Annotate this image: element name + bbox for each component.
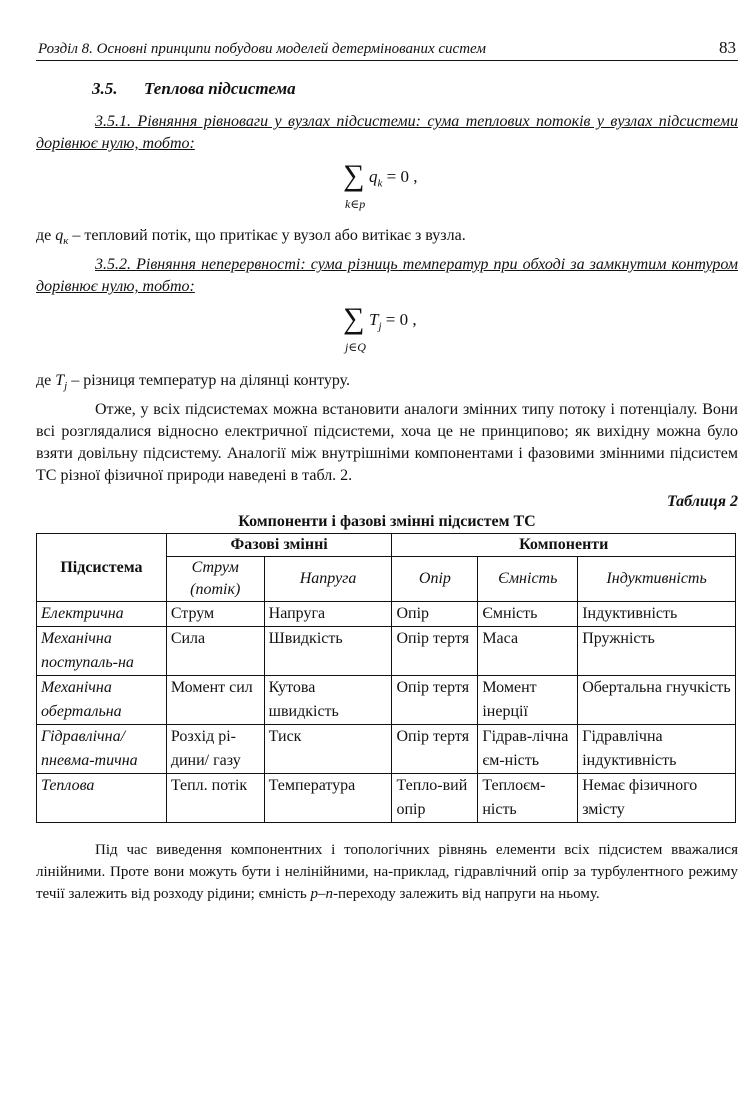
table-row (37, 676, 736, 725)
running-header (36, 28, 738, 61)
table-cell: Напруга (264, 602, 392, 627)
table-cell: Сила (166, 627, 264, 676)
table-cell: Теплова (37, 774, 167, 823)
where-temperature-diff: де $T_j$ – різниця температур на ділянці контуру. (36, 372, 351, 393)
table-cell: Механічна поступаль-на (37, 627, 167, 676)
table-cell: Опір (392, 602, 478, 627)
formula-continuity (36, 298, 738, 364)
header-inductance: Індуктивність (578, 557, 736, 602)
header-capacitance: Ємність (478, 557, 578, 602)
formula-body: $q_k = 0$ , (369, 167, 418, 190)
table-label: Таблиця 2 (666, 493, 738, 511)
table-cell: Немає фізичного змісту (578, 774, 736, 823)
table-cell: Момент сил (166, 676, 264, 725)
table-cell: Тепло-вий опір (392, 774, 478, 823)
section-number: 3.5. (92, 79, 118, 98)
table-cell: Температура (264, 774, 392, 823)
table-cell: Опір тертя (392, 676, 478, 725)
table-cell: Маса (478, 627, 578, 676)
header-resistance: Опір (392, 557, 478, 602)
table-cell: Ємність (478, 602, 578, 627)
formula-subscript: j∈Q (345, 340, 366, 355)
components-table (36, 533, 736, 823)
table-cell: Механічна обертальна (37, 676, 167, 725)
table-row (37, 627, 736, 676)
sigma-symbol: ∑ (343, 302, 365, 336)
page-number: 83 (719, 38, 736, 57)
table-cell: Кутова швидкість (264, 676, 392, 725)
table-cell: Швидкість (264, 627, 392, 676)
sigma-symbol: ∑ (343, 159, 365, 192)
running-title: Розділ 8. Основні принципи побудови моделей детермінованих систем (38, 41, 486, 57)
table-cell: Електрична (37, 602, 167, 627)
section-heading (92, 79, 738, 99)
paragraph-analogs: Отже, у всіх підсистемах можна встановити аналоги змінних типу потоку і потенціалу. Вони всі розглядалися відносно електричної підсистеми, хоча це не принципово; як вихідну можна було взяти довільну підсистему. Аналогії між внутрішніми компонентами і фазовими змінними підсистем ТС різної фізичної природи наведені в табл. 2. (36, 401, 738, 485)
formula-subscript: k∈p (345, 197, 366, 211)
table-cell: Обертальна гнучкість (578, 676, 736, 725)
table-cell: Опір тертя (392, 627, 478, 676)
formula-heat-balance (36, 155, 738, 221)
paragraph-3-5-1: 3.5.1. Рівняння рівноваги у вузлах підсистеми: сума теплових потоків у вузлах підсистеми дорівнює нулю, тобто: (36, 113, 738, 152)
paragraph-3-5-2: 3.5.2. Рівняння неперервності: сума різниць температур при обході за замкнутим контуром дорівнює нулю, тобто: (36, 256, 738, 296)
table-cell: Теплоєм-ність (478, 774, 578, 823)
table-cell: Струм (166, 602, 264, 627)
header-current: Струм (потік) (166, 557, 264, 602)
table-cell: Гідравлічна/ пневма-тична (37, 725, 167, 774)
page (36, 28, 738, 905)
formula-body: $T_j = 0$ , (369, 310, 417, 333)
header-phase-variables: Фазові змінні (166, 534, 392, 557)
table-row (37, 725, 736, 774)
table-cell: Гідравлічна індуктивність (578, 725, 736, 774)
table-cell: Розхід рі-дини/ газу (166, 725, 264, 774)
header-voltage: Напруга (264, 557, 392, 602)
table-cell: Опір тертя (392, 725, 478, 774)
table-cell: Момент інерції (478, 676, 578, 725)
table-cell: Тепл. потік (166, 774, 264, 823)
paragraph-nonlinear: Під час виведення компонентних і топологічних рівнянь елементи всіх підсистем вважалися лінійними. Проте вони можуть бути і нелінійними, на-приклад, гідравлічний опір за турбулентного режиму течії залежить від розходу рідини; ємність p–n-переходу залежить від напруги на ньому. (36, 842, 738, 903)
where-heat-flow: де $q_к$ – тепловий потік, що притікає у вузол або витікає з вузла. (36, 227, 466, 248)
table-cell: Тиск (264, 725, 392, 774)
table-title: Компоненти і фазові змінні підсистем ТС (238, 513, 536, 531)
section-title: Теплова підсистема (144, 79, 296, 98)
header-subsystem: Підсистема (37, 534, 167, 602)
table-cell: Пружність (578, 627, 736, 676)
table-cell: Гідрав-лічна єм-ність (478, 725, 578, 774)
table-row (37, 602, 736, 627)
header-components: Компоненти (392, 534, 736, 557)
table-row (37, 774, 736, 823)
table-cell: Індуктивність (578, 602, 736, 627)
